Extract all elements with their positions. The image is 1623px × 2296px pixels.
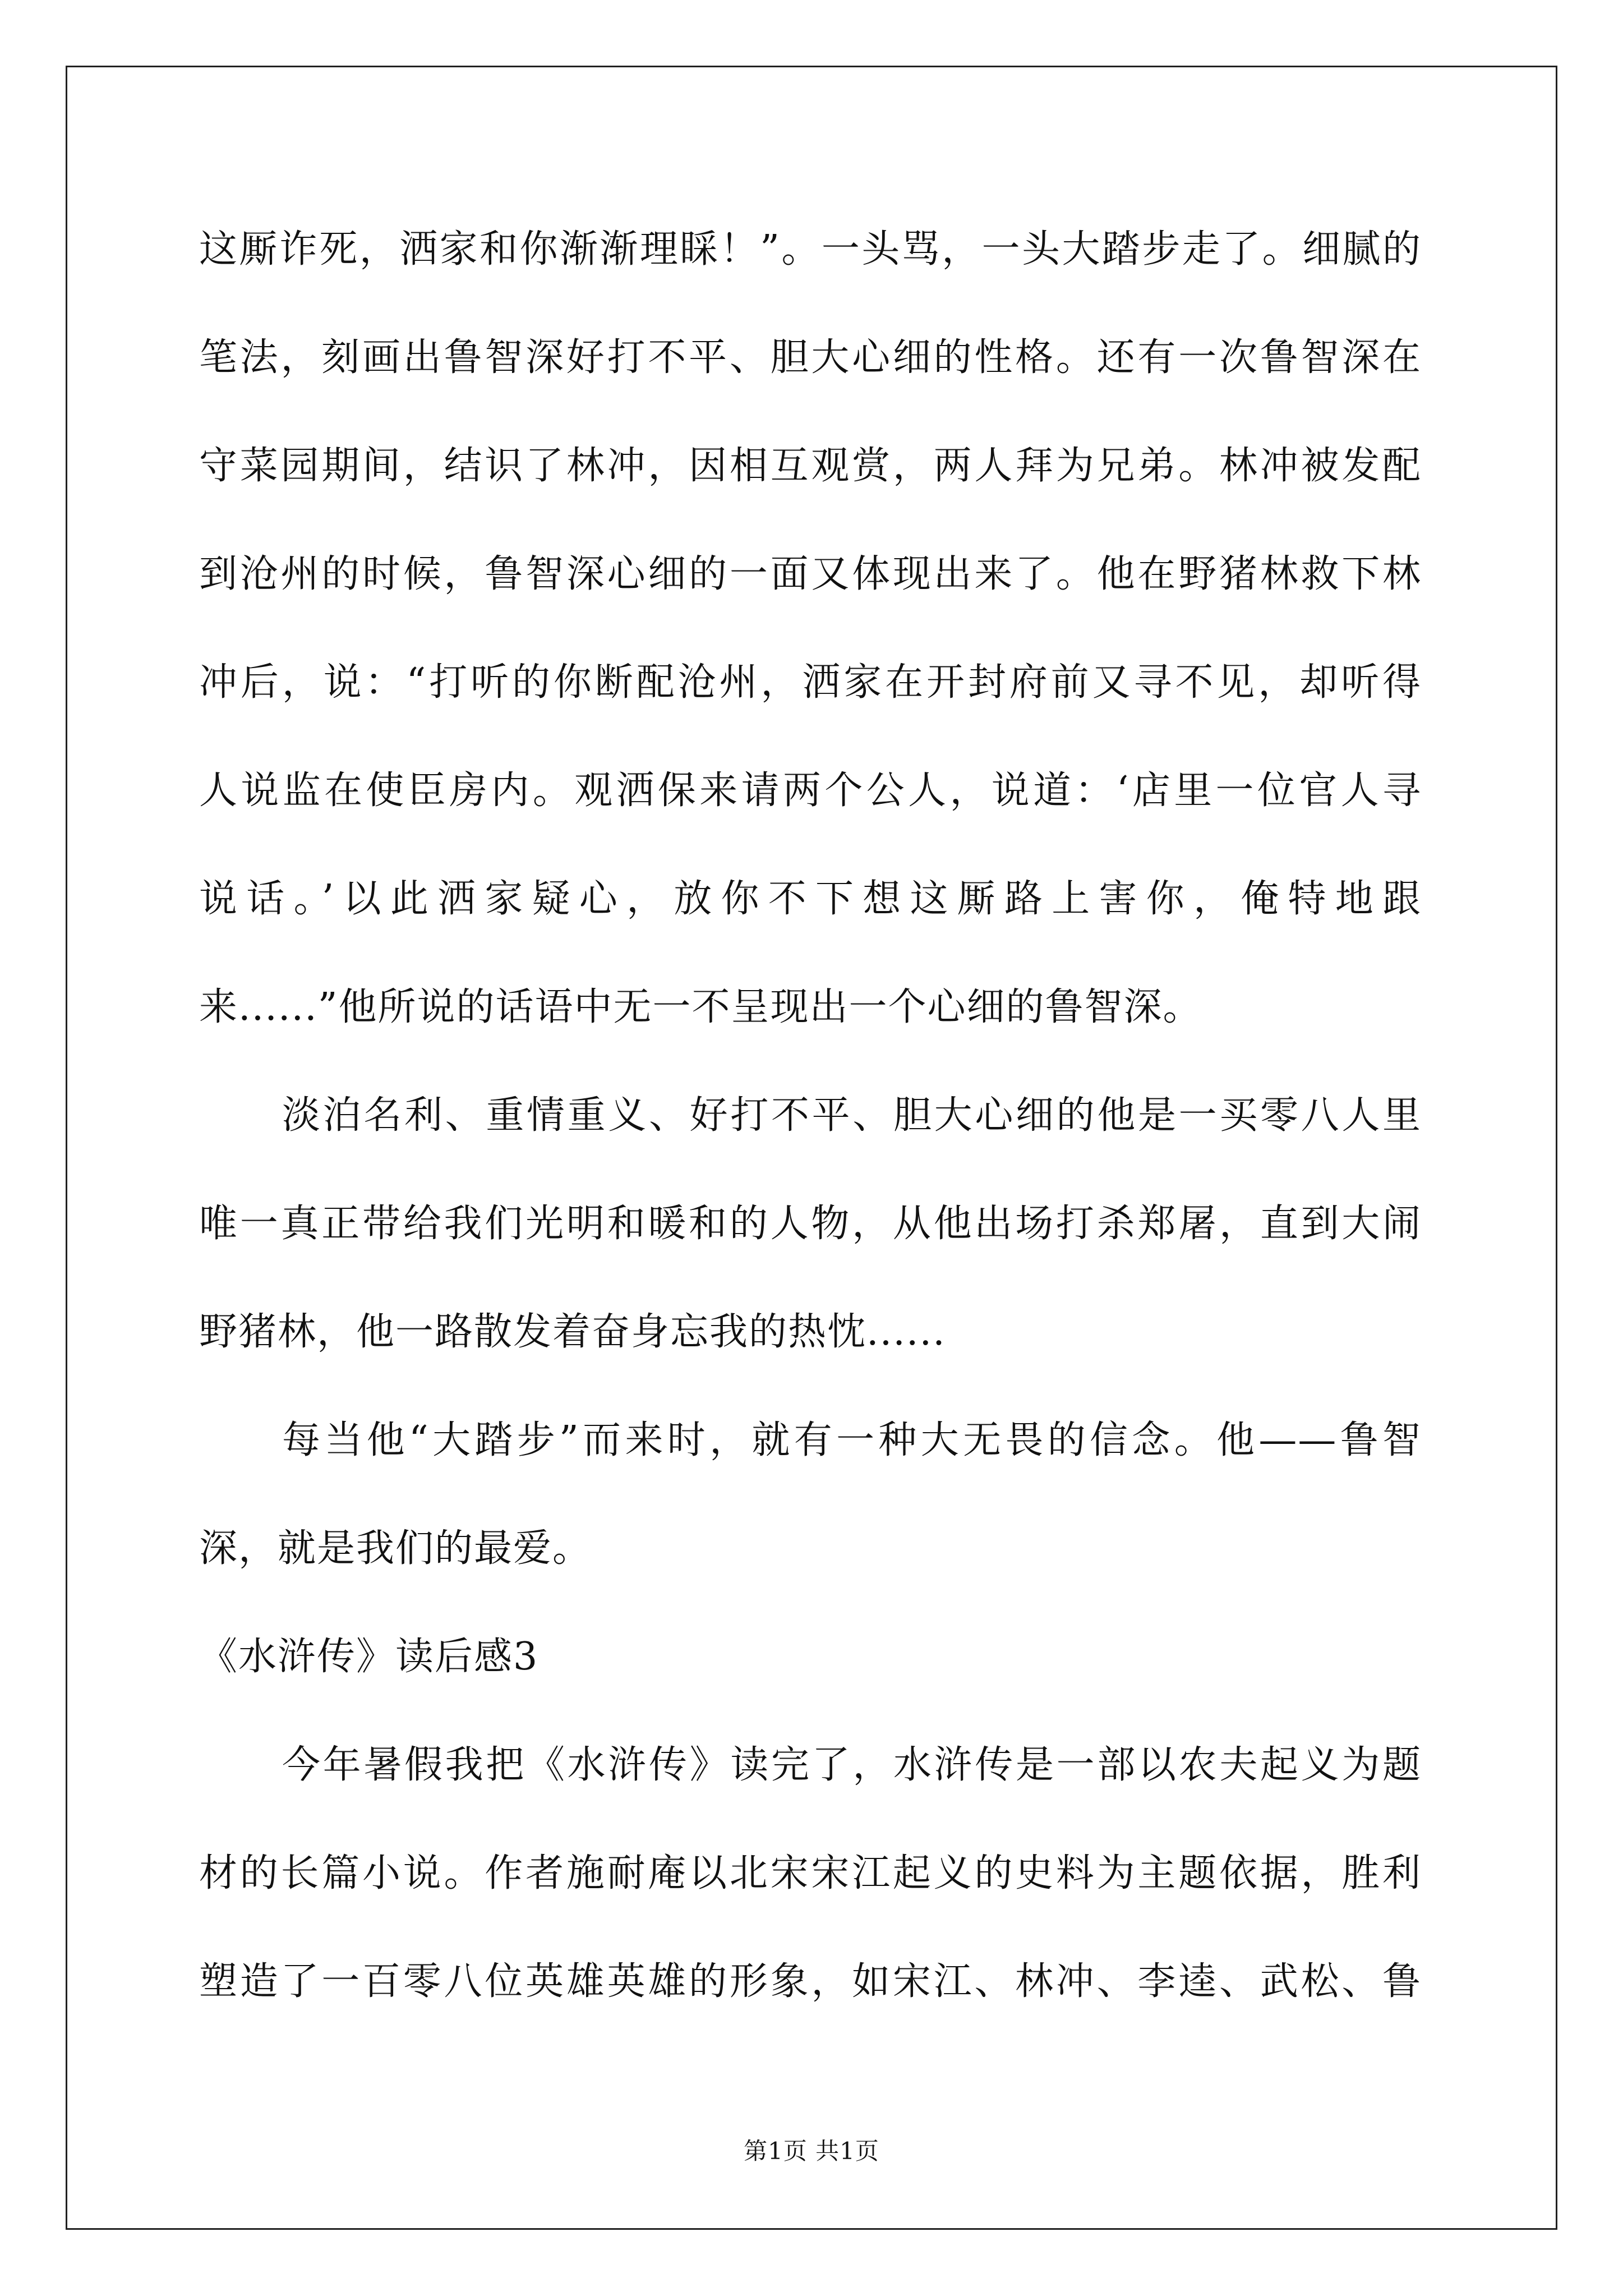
text-line: 深，就是我们的最爱。 bbox=[199, 1526, 592, 1571]
text-line: 到沧州的时候，鲁智深心细的一面又体现出来了。他在野猪林救下林 bbox=[199, 552, 1422, 596]
text-line: 笔法，刻画出鲁智深好打不平、胆大心细的性格。还有一次鲁智深在 bbox=[199, 335, 1422, 380]
paragraph-first-line: 每当他“大踏步”而来时，就有一种大无畏的信念。他——鲁智 bbox=[282, 1418, 1422, 1462]
text-line: 来......”他所说的话语中无一不呈现出一个心细的鲁智深。 bbox=[199, 985, 1202, 1029]
text-line: 人说监在使臣房内。观洒保来请两个公人，说道：‘店里一位官人寻 bbox=[199, 769, 1422, 813]
paragraph-first-line: 今年暑假我把《水浒传》读完了，水浒传是一部以农夫起义为题 bbox=[282, 1743, 1422, 1787]
text-line: 材的长篇小说。作者施耐庵以北宋宋江起义的史料为主题依据，胜利 bbox=[199, 1851, 1422, 1895]
text-line: 冲后，说：“打听的你断配沧州，洒家在开封府前又寻不见，却听得 bbox=[199, 660, 1422, 705]
section-heading: 《水浒传》读后感3 bbox=[199, 1635, 539, 1679]
text-line: 野猪林，他一路散发着奋身忘我的热忱...... bbox=[199, 1310, 946, 1354]
text-line: 这厮诈死，洒家和你渐渐理睬！”。一头骂，一头大踏步走了。细腻的 bbox=[199, 227, 1422, 272]
text-line: 塑造了一百零八位英雄英雄的形象，如宋江、林冲、李逵、武松、鲁 bbox=[199, 1959, 1422, 2004]
text-line: 唯一真正带给我们光明和暖和的人物，从他出场打杀郑屠，直到大闹 bbox=[199, 1202, 1422, 1246]
paragraph-first-line: 淡泊名利、重情重义、好打不平、胆大心细的他是一买零八人里 bbox=[282, 1093, 1422, 1138]
text-line: 说话。’以此洒家疑心，放你不下想这厮路上害你，俺特地跟 bbox=[199, 877, 1422, 921]
page-footer: 第1页 共1页 bbox=[744, 2137, 879, 2165]
text-line: 守菜园期间，结识了林冲，因相互观赏，两人拜为兄弟。林冲被发配 bbox=[199, 444, 1422, 488]
